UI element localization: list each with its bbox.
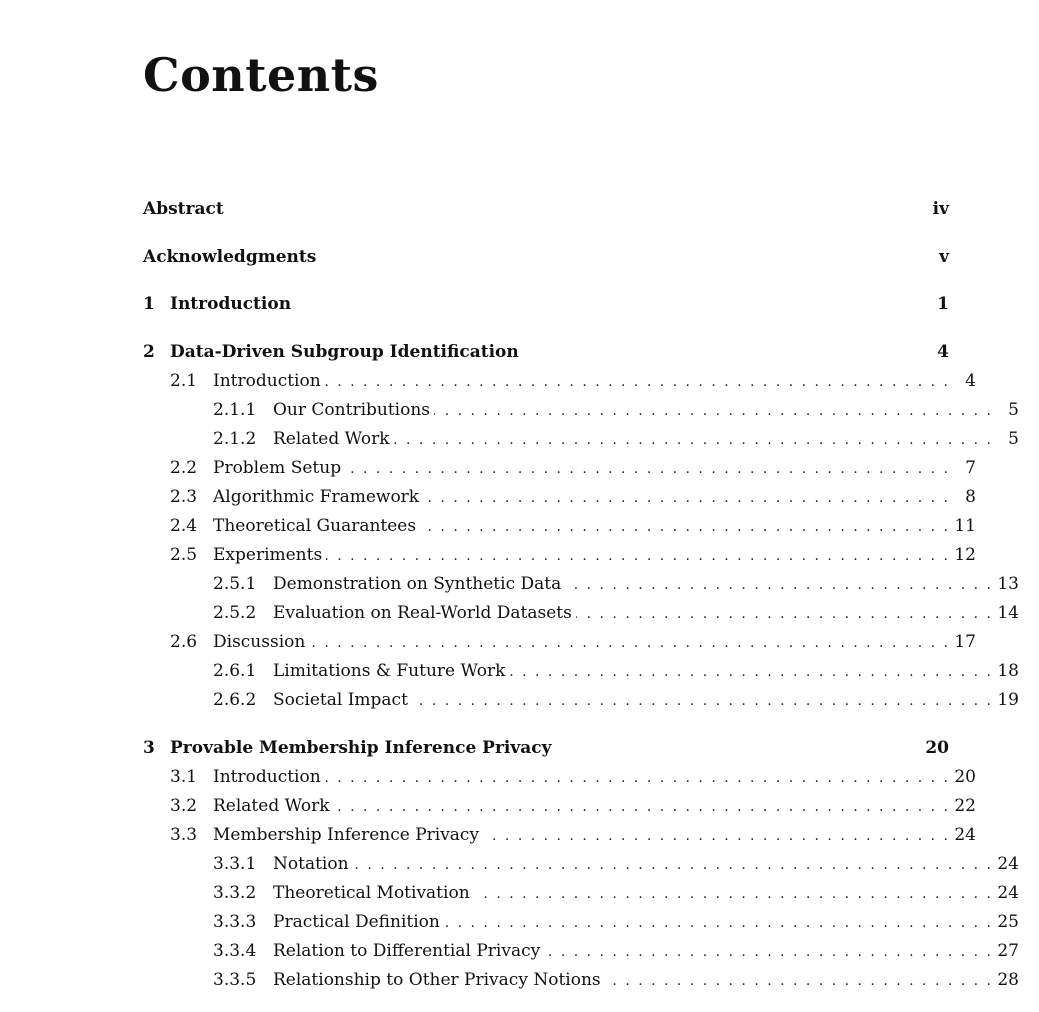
toc-entry-section[interactable]	[143, 632, 976, 656]
toc-entry-title[interactable]: Related Work	[273, 429, 390, 449]
toc-entry-subsection[interactable]	[143, 854, 1019, 878]
toc-entry-title[interactable]: Our Contributions	[273, 400, 431, 420]
toc-entry-number: 2.2	[170, 458, 198, 478]
toc-entry-section[interactable]	[143, 796, 976, 820]
toc-entry-number: 2.5.2	[213, 603, 257, 623]
toc-entry-page-number[interactable]: 7	[965, 458, 976, 478]
toc-entry-chapter[interactable]	[143, 247, 949, 271]
toc-entry-number: 2.6.1	[213, 661, 257, 681]
toc-entry-subsection[interactable]	[143, 970, 1019, 994]
toc-entry-number: 2.4	[170, 516, 198, 536]
toc-entry-title[interactable]: Theoretical Guarantees	[213, 516, 417, 536]
toc-entry-number: 3.3.1	[213, 854, 257, 874]
toc-entry-title[interactable]: Acknowledgments	[143, 247, 317, 267]
toc-entry-title[interactable]: Notation	[273, 854, 349, 874]
dot-leader	[353, 857, 991, 873]
toc-entry-page-number[interactable]: v	[939, 247, 949, 267]
toc-entry-subsection[interactable]	[143, 429, 1019, 453]
dot-leader	[325, 770, 948, 786]
dot-leader	[565, 577, 991, 593]
toc-entry-title[interactable]: Discussion	[213, 632, 306, 652]
toc-entry-number: 3.3.5	[213, 970, 257, 990]
toc-entry-number: 3.3	[170, 825, 198, 845]
toc-entry-page-number[interactable]: 17	[954, 632, 976, 652]
dot-leader	[345, 461, 948, 477]
toc-entry-page-number[interactable]: 5	[1008, 400, 1019, 420]
toc-entry-chapter[interactable]	[143, 342, 949, 366]
toc-entry-subsection[interactable]	[143, 883, 1019, 907]
dot-leader	[576, 606, 991, 622]
toc-entry-page-number[interactable]: 27	[997, 941, 1019, 961]
toc-entry-title[interactable]: Problem Setup	[213, 458, 342, 478]
dot-leader	[309, 635, 948, 651]
dot-leader	[412, 693, 991, 709]
dot-leader	[334, 799, 948, 815]
toc-entry-page-number[interactable]: 12	[954, 545, 976, 565]
toc-entry-subsection[interactable]	[143, 603, 1019, 627]
toc-entry-page-number[interactable]: 13	[997, 574, 1019, 594]
toc-entry-subsection[interactable]	[143, 661, 1019, 685]
toc-entry-subsection[interactable]	[143, 941, 1019, 965]
toc-entry-number: 1	[143, 294, 155, 314]
toc-entry-number: 3.1	[170, 767, 198, 787]
toc-entry-title[interactable]: Experiments	[213, 545, 323, 565]
dot-leader	[434, 403, 991, 419]
toc-entry-title[interactable]: Membership Inference Privacy	[213, 825, 480, 845]
toc-entry-page-number[interactable]: iv	[932, 199, 949, 219]
toc-entry-section[interactable]	[143, 458, 976, 482]
toc-entry-section[interactable]	[143, 487, 976, 511]
dot-leader	[483, 828, 948, 844]
dot-leader	[444, 915, 991, 931]
toc-entry-page-number[interactable]: 28	[997, 970, 1019, 990]
toc-entry-page-number[interactable]: 24	[997, 854, 1019, 874]
toc-entry-title[interactable]: Introduction	[213, 767, 321, 787]
toc-entry-section[interactable]	[143, 371, 976, 395]
dot-leader	[544, 944, 991, 960]
toc-entry-title[interactable]: Relation to Differential Privacy	[273, 941, 541, 961]
toc-entry-page-number[interactable]: 25	[997, 912, 1019, 932]
toc-entry-section[interactable]	[143, 516, 976, 540]
dot-leader	[326, 548, 948, 564]
toc-entry-title[interactable]: Evaluation on Real-World Datasets	[273, 603, 572, 623]
toc-entry-title[interactable]: Introduction	[170, 294, 292, 314]
toc-entry-page-number[interactable]: 1	[937, 294, 949, 314]
dot-leader	[474, 886, 991, 902]
toc-entry-number: 2.1.2	[213, 429, 257, 449]
toc-entry-page-number[interactable]: 11	[954, 516, 976, 536]
toc-entry-title[interactable]: Practical Definition	[273, 912, 440, 932]
toc-entry-section[interactable]	[143, 825, 976, 849]
toc-entry-number: 2.1	[170, 371, 198, 391]
toc-entry-title[interactable]: Algorithmic Framework	[213, 487, 420, 507]
toc-entry-section[interactable]	[143, 767, 976, 791]
toc-entry-title[interactable]: Related Work	[213, 796, 330, 816]
toc-entry-title[interactable]: Demonstration on Synthetic Data	[273, 574, 562, 594]
toc-entry-subsection[interactable]	[143, 690, 1019, 714]
dot-leader	[420, 519, 948, 535]
toc-entry-title[interactable]: Abstract	[143, 199, 224, 219]
toc-entry-page-number[interactable]: 24	[954, 825, 976, 845]
dot-leader	[605, 973, 991, 989]
toc-entry-number: 3.3.4	[213, 941, 257, 961]
toc-entry-title[interactable]: Limitations & Future Work	[273, 661, 506, 681]
toc-entry-page-number[interactable]: 20	[925, 738, 949, 758]
dot-leader	[423, 490, 948, 506]
toc-entry-subsection[interactable]	[143, 400, 1019, 424]
toc-entry-chapter[interactable]	[143, 738, 949, 762]
toc-entry-number: 2	[143, 342, 155, 362]
toc-entry-number: 3.3.3	[213, 912, 257, 932]
toc-entry-title[interactable]: Introduction	[213, 371, 321, 391]
toc-entry-page-number[interactable]: 22	[954, 796, 976, 816]
toc-entry-number: 3.2	[170, 796, 198, 816]
toc-entry-page-number[interactable]: 19	[997, 690, 1019, 710]
dot-leader	[509, 664, 991, 680]
toc-entry-number: 2.5.1	[213, 574, 257, 594]
toc-entry-title[interactable]: Theoretical Motivation	[273, 883, 470, 903]
toc-entry-page-number[interactable]: 20	[954, 767, 976, 787]
toc-entry-subsection[interactable]	[143, 574, 1019, 598]
toc-entry-number: 3	[143, 738, 155, 758]
toc-entry-title[interactable]: Provable Membership Inference Privacy	[170, 738, 552, 758]
toc-entry-title[interactable]: Relationship to Other Privacy Notions	[273, 970, 601, 990]
dot-leader	[325, 374, 948, 390]
toc-entry-number: 2.1.1	[213, 400, 257, 420]
toc-entry-number: 2.3	[170, 487, 198, 507]
toc-entry-title[interactable]: Data-Driven Subgroup Identification	[170, 342, 519, 362]
toc-entry-number: 3.3.2	[213, 883, 257, 903]
toc-entry-chapter[interactable]	[143, 199, 949, 223]
toc-entry-page-number[interactable]: 14	[997, 603, 1019, 623]
page-title: Contents	[143, 48, 379, 102]
dot-leader	[394, 432, 991, 448]
toc-entry-page-number[interactable]: 8	[965, 487, 976, 507]
toc-entry-page-number[interactable]: 24	[997, 883, 1019, 903]
toc-entry-subsection[interactable]	[143, 912, 1019, 936]
toc-entry-page-number[interactable]: 18	[997, 661, 1019, 681]
toc-entry-number: 2.6	[170, 632, 198, 652]
toc-entry-page-number[interactable]: 4	[965, 371, 976, 391]
toc-entry-title[interactable]: Societal Impact	[273, 690, 408, 710]
toc-entry-number: 2.6.2	[213, 690, 257, 710]
toc-entry-section[interactable]	[143, 545, 976, 569]
toc-entry-number: 2.5	[170, 545, 198, 565]
toc-entry-page-number[interactable]: 5	[1008, 429, 1019, 449]
toc-entry-chapter[interactable]	[143, 294, 949, 318]
toc-entry-page-number[interactable]: 4	[937, 342, 949, 362]
